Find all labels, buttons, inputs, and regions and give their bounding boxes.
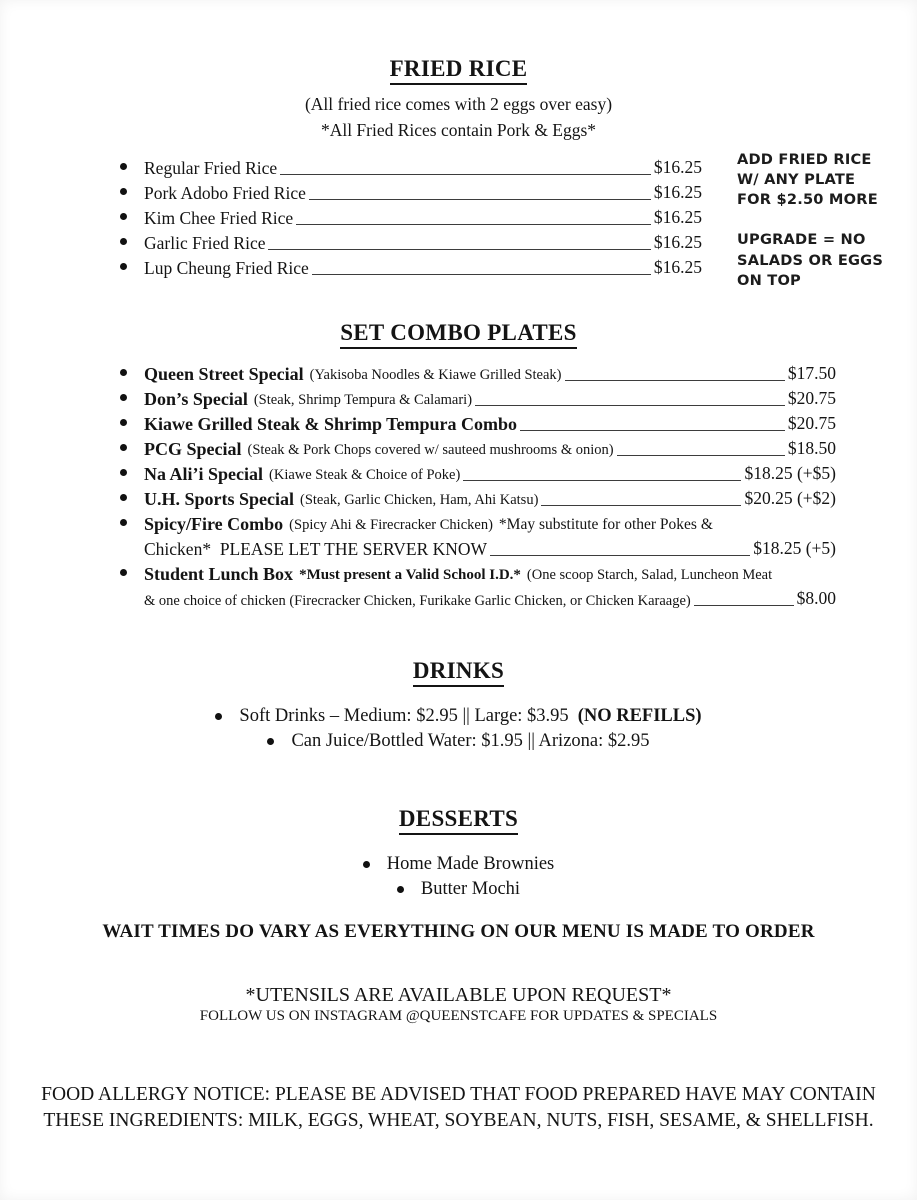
set-combo-list [120,360,836,610]
fried-rice-note-eggs: (All fried rice comes with 2 eggs over easy) [304,94,613,114]
bullet-icon [120,419,127,426]
drink-item-row [0,729,917,754]
drink-item-soft-drinks: Soft Drinks – Medium: $2.95 || Large: $3.95 [239,706,569,726]
set-combo-title: SET COMBO PLATES [340,320,577,349]
item-name: Spicy/Fire Combo [144,514,284,534]
side-note-upgrade: UPGRADE = NO SALADS OR EGGS ON TOP [737,231,884,289]
wait-times-notice: WAIT TIMES DO VARY AS EVERYTHING ON OUR MENU IS MADE TO ORDER [102,921,815,942]
price-leader [280,174,651,175]
item-description: (Yakisoba Noodles & Kiawe Grilled Steak) [309,367,562,383]
menu-item-row [120,204,702,229]
price-leader [694,605,794,606]
drink-item-row [0,704,917,729]
item-name: Lup Cheung Fried Rice [144,258,309,278]
bullet-icon [120,519,127,526]
menu-item-row [120,385,836,410]
menu-item-row [120,254,702,279]
item-name: U.H. Sports Special [144,489,295,509]
side-note [737,150,893,291]
item-name: Regular Fried Rice [144,158,278,178]
bullet-icon [215,713,222,720]
item-price: $8.00 [796,588,836,608]
desserts-title: DESSERTS [399,806,518,835]
item-name: Kim Chee Fried Rice [144,208,294,228]
price-leader [309,199,651,200]
bullet-icon [120,369,127,376]
item-price: $16.25 [653,182,702,202]
item-price: $20.25 (+$2) [744,488,836,508]
item-name: Na Ali’i Special [144,464,264,484]
price-leader [520,430,785,431]
item-name: Kiawe Grilled Steak & Shrimp Tempura Combo [144,414,518,434]
menu-item-row [120,179,702,204]
fried-rice-note-pork: *All Fried Rices contain Pork & Eggs* [320,120,597,140]
menu-item-row [120,154,702,179]
bullet-icon [120,469,127,476]
item-name: Pork Adobo Fried Rice [144,183,306,203]
utensils-notice: *UTENSILS ARE AVAILABLE UPON REQUEST* [245,984,672,1006]
item-price: $18.25 (+5) [753,538,836,558]
dessert-item-brownies: Home Made Brownies [386,854,555,874]
menu-item-row [120,510,836,535]
item-price: $20.75 [787,388,836,408]
bullet-icon [120,569,127,576]
menu-item-row [120,410,836,435]
item-description: (Steak, Shrimp Tempura & Calamari) [253,392,473,408]
dessert-item-row [0,852,917,877]
section-drinks [0,658,917,754]
price-leader [296,224,651,225]
drinks-title: DRINKS [413,658,504,687]
menu-item-row [120,435,836,460]
item-price: $16.25 [653,207,702,227]
item-price: $17.50 [787,363,836,383]
item-description: (One scoop Starch, Salad, Luncheon Meat [526,567,773,583]
bullet-icon [120,163,127,170]
item-name: Student Lunch Box [144,564,294,584]
item-price: $16.25 [653,257,702,277]
item-price: $16.25 [653,232,702,252]
bullet-icon [397,886,404,893]
no-refills-note: (NO REFILLS) [577,706,702,726]
item-bold-note: *Must present a Valid School I.D.* [299,567,521,583]
price-leader [463,480,741,481]
item-description: (Steak & Pork Chops covered w/ sauteed mushrooms & onion) [247,442,614,458]
bullet-icon [267,738,274,745]
menu-item-row-continued [120,535,836,560]
drink-item-can-juice: Can Juice/Bottled Water: $1.95 || Arizona: $2.95 [291,731,650,751]
item-price: $16.25 [653,157,702,177]
dessert-item-row [0,877,917,902]
item-price: $18.50 [787,438,836,458]
menu-item-row [120,460,836,485]
menu-item-row [120,229,702,254]
bullet-icon [120,188,127,195]
section-set-combo [0,320,917,610]
bullet-icon [120,444,127,451]
price-leader [268,249,650,250]
fried-rice-list [120,154,702,279]
fried-rice-title: FRIED RICE [390,56,528,85]
side-note-add-fried-rice: ADD FRIED RICE W/ ANY PLATE FOR $2.50 MORE [737,151,878,209]
price-leader [565,380,785,381]
section-desserts [0,806,917,902]
menu-item-row-continued [120,585,836,610]
item-note-continued: Chicken* PLEASE LET THE SERVER KNOW [144,539,488,559]
bullet-icon [120,494,127,501]
price-leader [617,455,785,456]
dessert-item-butter-mochi: Butter Mochi [420,879,521,899]
menu-item-row [120,485,836,510]
price-leader [541,505,741,506]
item-description: (Kiawe Steak & Choice of Poke) [269,467,461,483]
item-price: $20.75 [787,413,836,433]
price-leader [312,274,651,275]
item-price: $18.25 (+$5) [744,463,836,483]
item-description-continued: & one choice of chicken (Firecracker Chicken, Furikake Garlic Chicken, or Chicken Karaage) [144,593,691,609]
bullet-icon [363,861,370,868]
item-name: PCG Special [144,439,242,459]
bullet-icon [120,394,127,401]
price-leader [475,405,785,406]
item-name: Garlic Fried Rice [144,233,266,253]
instagram-notice: FOLLOW US ON INSTAGRAM @QUEENSTCAFE FOR UPDATES & SPECIALS [199,1008,718,1024]
price-leader [490,555,750,556]
menu-item-row [120,560,836,585]
menu-item-row [120,360,836,385]
item-description: (Steak, Garlic Chicken, Ham, Ahi Katsu) [300,492,539,508]
bullet-icon [120,213,127,220]
bullet-icon [120,238,127,245]
item-note: *May substitute for other Pokes & [498,516,713,533]
item-name: Don’s Special [144,389,248,409]
section-fried-rice [0,0,917,289]
food-allergy-notice: FOOD ALLERGY NOTICE: PLEASE BE ADVISED THAT FOOD PREPARED HAVE MAY CONTAIN THESE INGREDIENTS: MILK, EGGS, WHEAT, SOYBEAN, NUTS, FISH, SESAME, & SHELLFISH. [41,1084,876,1131]
item-name: Queen Street Special [144,364,304,384]
item-description: (Spicy Ahi & Firecracker Chicken) [289,517,493,533]
bullet-icon [120,263,127,270]
